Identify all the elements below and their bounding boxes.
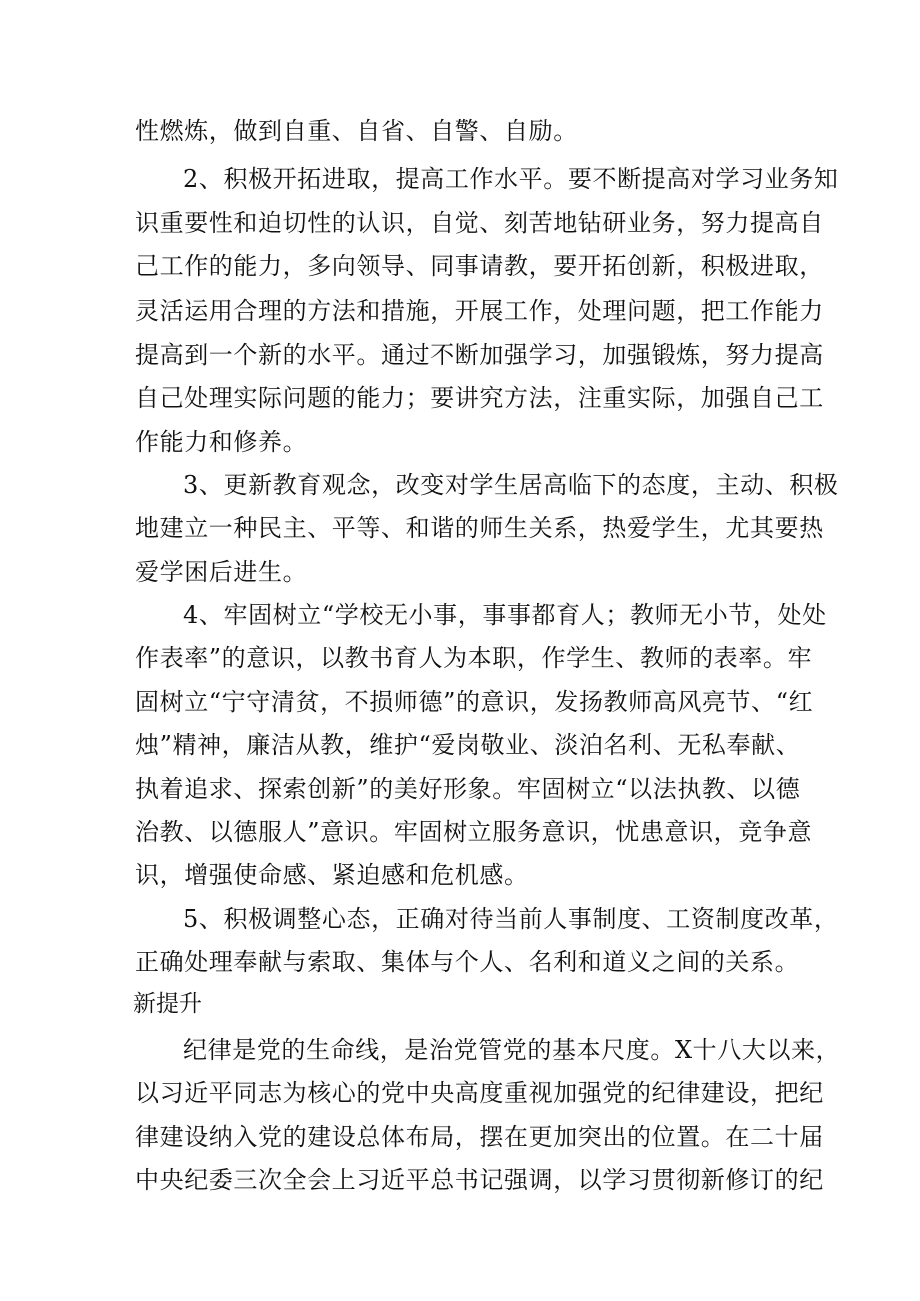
text-line: 己工作的能力，多向领导、同事请教，要开拓创新，积极进取，	[135, 252, 824, 280]
text-line: 以习近平同志为核心的党中央高度重视加强党的纪律建设，把纪	[135, 1079, 824, 1107]
text-line: 提高到一个新的水平。通过不断加强学习，加强锻炼，努力提高	[135, 341, 824, 369]
text-line: 爱学困后进生。	[135, 558, 308, 586]
text-line: 识，增强使命感、紧迫感和危机感。	[135, 861, 529, 889]
text-line: 5、积极调整心态，正确对待当前人事制度、工资制度改革，	[183, 905, 839, 933]
text-line: 律建设纳入党的建设总体布局，摆在更加突出的位置。在二十届	[135, 1123, 824, 1151]
text-line: 自己处理实际问题的能力；要讲究方法，注重实际，加强自己工	[135, 384, 824, 412]
section-heading: 新提升	[133, 991, 202, 1017]
text-line: 治教、以德服人”意识。牢固树立服务意识，忧患意识，竞争意	[135, 818, 813, 846]
text-line: 烛”精神，廉洁从教，维护“爱岗敬业、淡泊名利、无私奉献、	[135, 731, 801, 759]
text-line: 固树立“宁守清贫，不损师德”的意识，发扬教师高风亮节、“红	[135, 688, 814, 716]
text-line: 灵活运用合理的方法和措施，开展工作，处理问题，把工作能力	[135, 297, 824, 325]
text-line: 执着追求、探索创新”的美好形象。牢固树立“以法执教、以德	[135, 775, 801, 803]
text-line: 地建立一种民主、平等、和谐的师生关系，热爱学生，尤其要热	[135, 514, 824, 542]
text-line: 正确处理奉献与索取、集体与个人、名利和道义之间的关系。	[135, 948, 800, 976]
text-line: 纪律是党的生命线，是治党管党的基本尺度。X十八大以来，	[183, 1036, 841, 1064]
text-line: 作能力和修养。	[135, 428, 308, 456]
text-line: 作表率”的意识，以教书育人为本职，作学生、教师的表率。牢	[135, 644, 813, 672]
text-line: 2、积极开拓进取，提高工作水平。要不断提高对学习业务知	[183, 165, 839, 193]
text-line: 识重要性和迫切性的认识，自觉、刻苦地钻研业务，努力提高自	[135, 209, 824, 237]
text-line: 性燃炼，做到自重、自省、自警、自励。	[135, 117, 578, 145]
text-line: 中央纪委三次全会上习近平总书记强调，以学习贯彻新修订的纪	[135, 1166, 824, 1194]
text-line: 4、牢固树立“学校无小事，事事都育人；教师无小节，处处	[183, 601, 827, 629]
text-line: 3、更新教育观念，改变对学生居高临下的态度，主动、积极	[183, 471, 839, 499]
